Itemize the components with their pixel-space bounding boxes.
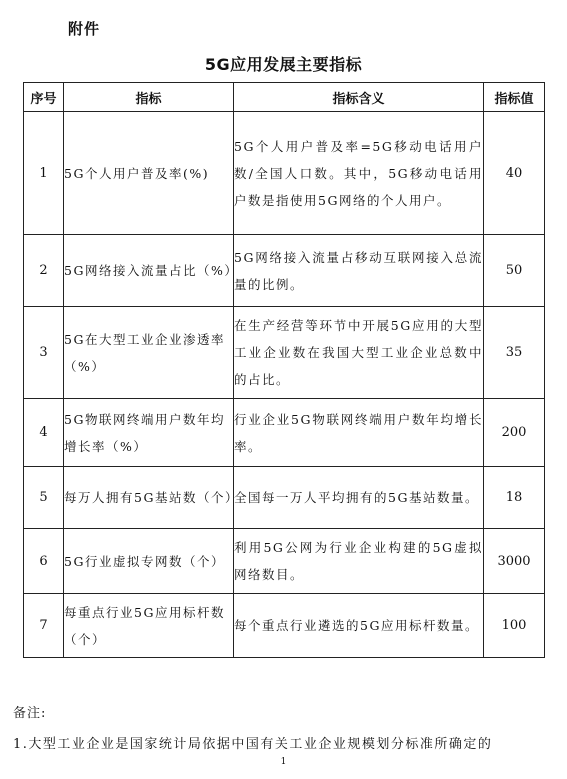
page-number: 1 bbox=[280, 757, 287, 767]
note-item: 1.大型工业企业是国家统计局依据中国有关工业企业规模划分标准所确定的 bbox=[13, 737, 493, 752]
row-value: 18 bbox=[484, 467, 545, 529]
row-indicator: 5G网络接入流量占比（%） bbox=[64, 235, 234, 307]
row-value: 35 bbox=[484, 307, 545, 399]
row-seq: 2 bbox=[24, 235, 64, 307]
row-indicator: 每重点行业5G应用标杆数（个） bbox=[64, 594, 234, 658]
row-meaning: 每个重点行业遴选的5G应用标杆数量。 bbox=[234, 594, 484, 658]
notes-label: 备注: bbox=[13, 706, 47, 721]
row-value: 40 bbox=[484, 112, 545, 235]
row-meaning: 行业企业5G物联网终端用户数年均增长率。 bbox=[234, 399, 484, 467]
row-meaning: 全国每一万人平均拥有的5G基站数量。 bbox=[234, 467, 484, 529]
row-meaning: 利用5G公网为行业企业构建的5G虚拟网络数目。 bbox=[234, 529, 484, 594]
row-value: 100 bbox=[484, 594, 545, 658]
table-header-row bbox=[24, 83, 545, 112]
row-indicator: 5G在大型工业企业渗透率（%） bbox=[64, 307, 234, 399]
row-value: 50 bbox=[484, 235, 545, 307]
row-indicator: 每万人拥有5G基站数（个） bbox=[64, 467, 234, 529]
table-row bbox=[24, 467, 545, 529]
column-header-value: 指标值 bbox=[484, 83, 545, 112]
row-indicator: 5G行业虚拟专网数（个） bbox=[64, 529, 234, 594]
table-row bbox=[24, 594, 545, 658]
row-meaning: 5G个人用户普及率=5G移动电话用户数/全国人口数。其中，5G移动电话用户数是指使用5G网络的个人用户。 bbox=[234, 112, 484, 235]
document-title: 5G应用发展主要指标 bbox=[204, 55, 363, 74]
table-row bbox=[24, 235, 545, 307]
row-value: 3000 bbox=[484, 529, 545, 594]
column-header-seq: 序号 bbox=[24, 83, 64, 112]
row-meaning: 5G网络接入流量占移动互联网接入总流量的比例。 bbox=[234, 235, 484, 307]
row-seq: 5 bbox=[24, 467, 64, 529]
table-row bbox=[24, 112, 545, 235]
row-seq: 3 bbox=[24, 307, 64, 399]
row-indicator: 5G物联网终端用户数年均增长率（%） bbox=[64, 399, 234, 467]
row-indicator: 5G个人用户普及率(%) bbox=[64, 112, 234, 235]
table-row bbox=[24, 307, 545, 399]
row-seq: 7 bbox=[24, 594, 64, 658]
row-value: 200 bbox=[484, 399, 545, 467]
table-row bbox=[24, 529, 545, 594]
table-row bbox=[24, 399, 545, 467]
column-header-meaning: 指标含义 bbox=[234, 83, 484, 112]
row-meaning: 在生产经营等环节中开展5G应用的大型工业企业数在我国大型工业企业总数中的占比。 bbox=[234, 307, 484, 399]
column-header-indicator: 指标 bbox=[64, 83, 234, 112]
indicators-table bbox=[23, 82, 545, 658]
row-seq: 6 bbox=[24, 529, 64, 594]
row-seq: 4 bbox=[24, 399, 64, 467]
row-seq: 1 bbox=[24, 112, 64, 235]
attachment-label: 附件 bbox=[68, 20, 101, 38]
